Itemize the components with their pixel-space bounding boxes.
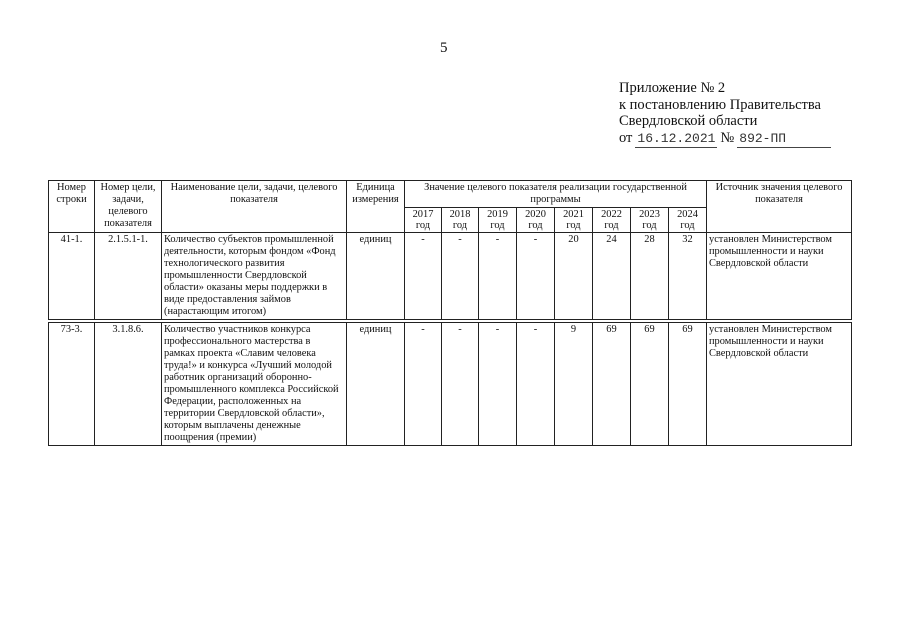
indicator-name-cell: Количество субъектов промышленной деятельности, которым фондом «Фонд технологического развития промышленности Свердловской области» оказаны меры поддержки в виде предоставления займов (нарастающим итогом) (162, 233, 347, 320)
header-year-2023: 2023 год (631, 208, 669, 233)
decree-number: 892-ПП (737, 131, 831, 149)
header-unit: Единица измерения (347, 181, 405, 233)
header-year-2024: 2024 год (669, 208, 707, 233)
indicator-name-cell: Количество участников конкурса профессионального мастерства в рамках проекта «Славим человека труда!» и конкурса «Лучший молодой работник организаций оборонно-промышленного комплекса Российской Федерации, расположенных на территории Свердловской области», которым выплачены денежные поощрения (премии) (162, 323, 347, 446)
header-source: Источник значения целевого показателя (707, 181, 852, 233)
header-year-2018: 2018 год (442, 208, 479, 233)
value-2024-cell: 69 (669, 323, 707, 446)
appendix-region-line: Свердловской области (619, 113, 758, 129)
appendix-decree-line: к постановлению Правительства (619, 96, 821, 113)
value-2024-cell: 32 (669, 233, 707, 320)
value-2020-cell: - (517, 233, 555, 320)
value-2017-cell: - (405, 233, 442, 320)
header-year-2021: 2021 год (555, 208, 593, 233)
header-values: Значение целевого показателя реализации государственной программы (405, 181, 707, 208)
value-2017-cell: - (405, 323, 442, 446)
table-row (49, 323, 852, 446)
date-prefix: от (619, 129, 633, 146)
value-2021-cell: 20 (555, 233, 593, 320)
unit-cell: единиц (347, 323, 405, 446)
goal-number-cell: 3.1.8.6. (95, 323, 162, 446)
value-2020-cell: - (517, 323, 555, 446)
header-year-2017: 2017 год (405, 208, 442, 233)
appendix-header (619, 80, 834, 148)
header-year-2020: 2020 год (517, 208, 555, 233)
row-number-cell: 41-1. (49, 233, 95, 320)
table-row (49, 233, 852, 320)
header-goal-number: Номер цели, задачи, целевого показателя (95, 181, 162, 233)
value-2018-cell: - (442, 323, 479, 446)
value-2019-cell: - (479, 233, 517, 320)
row-number-cell: 73-3. (49, 323, 95, 446)
source-cell: установлен Министерством промышленности и науки Свердловской области (707, 323, 852, 446)
header-name: Наименование цели, задачи, целевого показателя (162, 181, 347, 233)
header-year-2019: 2019 год (479, 208, 517, 233)
appendix-title: Приложение № 2 (619, 80, 726, 96)
value-2023-cell: 69 (631, 323, 669, 446)
unit-cell: единиц (347, 233, 405, 320)
number-prefix: № (720, 129, 735, 146)
value-2022-cell: 69 (593, 323, 631, 446)
decree-date: 16.12.2021 (635, 131, 717, 149)
source-cell: установлен Министерством промышленности и науки Свердловской области (707, 233, 852, 320)
header-row-number: Номер строки (49, 181, 95, 233)
value-2019-cell: - (479, 323, 517, 446)
value-2023-cell: 28 (631, 233, 669, 320)
value-2021-cell: 9 (555, 323, 593, 446)
value-2018-cell: - (442, 233, 479, 320)
appendix-signature-line (619, 130, 834, 149)
indicators-table (48, 180, 852, 446)
goal-number-cell: 2.1.5.1-1. (95, 233, 162, 320)
page-number: 5 (440, 40, 448, 56)
header-year-2022: 2022 год (593, 208, 631, 233)
value-2022-cell: 24 (593, 233, 631, 320)
